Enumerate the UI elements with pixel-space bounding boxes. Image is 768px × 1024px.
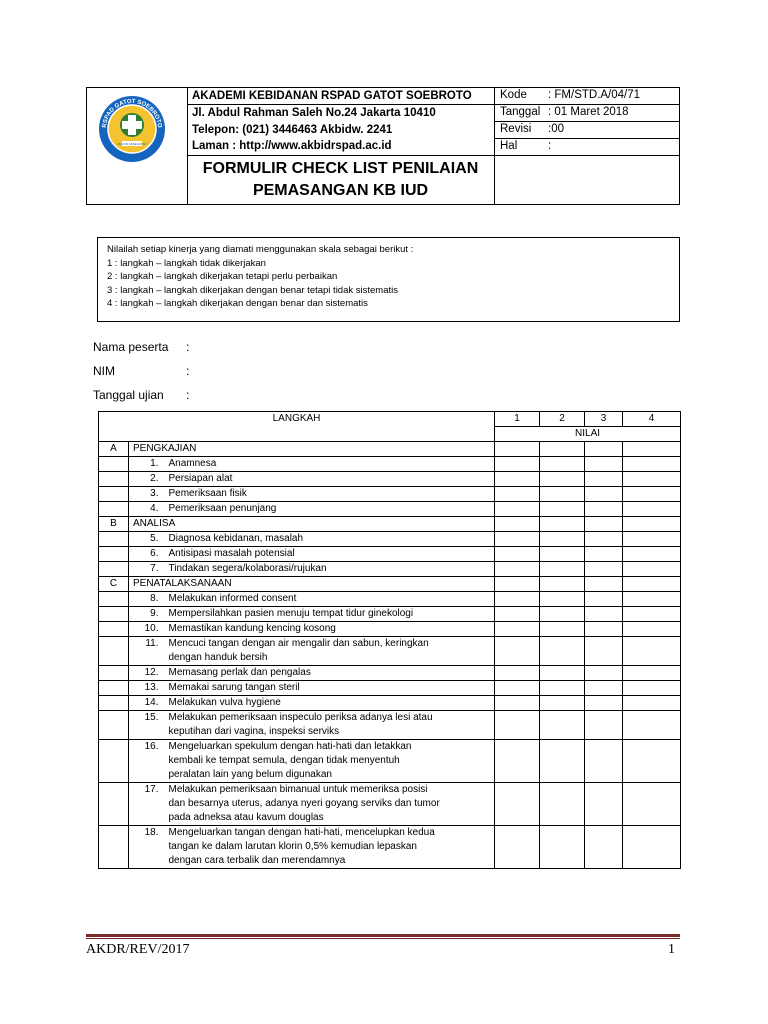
score-cell[interactable] [495, 442, 540, 457]
score-cell[interactable] [623, 826, 681, 869]
step-text-line: Diagnosa kebidanan, masalah [168, 533, 304, 544]
table-row [99, 740, 681, 783]
step-text-line: Mempersilahkan pasien menuju tempat tidur ginekologi [168, 608, 414, 619]
row-spacer [99, 532, 129, 547]
score-cell[interactable] [495, 592, 540, 607]
score-cell[interactable] [585, 637, 623, 666]
score-cell[interactable] [495, 826, 540, 869]
score-cell[interactable] [585, 622, 623, 637]
footer-document-code: AKDR/REV/2017 [86, 942, 190, 957]
score-cell[interactable] [623, 502, 681, 517]
col-header-nilai: NILAI [495, 427, 681, 442]
score-cell[interactable] [495, 517, 540, 532]
institution-logo [96, 93, 168, 165]
step-text [165, 826, 495, 869]
step-text-line: Melakukan pemeriksaan bimanual untuk memeriksa posisi [168, 784, 428, 795]
score-cell[interactable] [540, 607, 585, 622]
step-number: 14. [129, 696, 165, 711]
rating-scale-item: 2 : langkah – langkah dikerjakan tetapi perlu perbaikan [107, 271, 338, 282]
step-text [165, 502, 495, 517]
logo-cell [87, 88, 188, 204]
row-spacer [99, 457, 129, 472]
step-text-line: peralatan lain yang belum digunakan [168, 769, 332, 780]
meta-tanggal-value: : 01 Maret 2018 [548, 106, 629, 118]
score-cell[interactable] [540, 502, 585, 517]
step-number: 5. [129, 532, 165, 547]
step-text [165, 666, 495, 681]
score-cell[interactable] [585, 532, 623, 547]
table-row [99, 637, 681, 666]
table-row [99, 532, 681, 547]
step-text-line: Tindakan segera/kolaborasi/rujukan [168, 563, 327, 574]
score-cell[interactable] [623, 783, 681, 826]
row-spacer [99, 562, 129, 577]
score-cell[interactable] [540, 472, 585, 487]
divider [187, 104, 494, 105]
score-cell[interactable] [585, 472, 623, 487]
score-cell[interactable] [495, 711, 540, 740]
score-cell[interactable] [540, 532, 585, 547]
section-letter: A [99, 442, 129, 457]
score-cell[interactable] [623, 711, 681, 740]
step-text-line: kembali ke tempat semula, dengan tidak menyentuh [168, 755, 400, 766]
table-row [99, 622, 681, 637]
score-cell[interactable] [585, 487, 623, 502]
row-spacer [99, 696, 129, 711]
score-cell[interactable] [623, 637, 681, 666]
step-text-line: pada adneksa atau kavum douglas [168, 812, 324, 823]
step-text [165, 592, 495, 607]
field-tanggal-ujian[interactable] [93, 388, 190, 402]
meta-kode-label: Kode [500, 89, 527, 101]
section-row [99, 577, 681, 592]
step-text-line: Antisipasi masalah potensial [168, 548, 295, 559]
step-text [165, 740, 495, 783]
table-header-row [99, 412, 681, 427]
table-row [99, 696, 681, 711]
divider [187, 155, 494, 156]
step-number: 17. [129, 783, 165, 826]
score-cell[interactable] [585, 547, 623, 562]
score-cell[interactable] [495, 562, 540, 577]
score-cell[interactable] [585, 607, 623, 622]
score-cell[interactable] [495, 487, 540, 502]
section-letter: C [99, 577, 129, 592]
step-number: 12. [129, 666, 165, 681]
score-cell[interactable] [540, 826, 585, 869]
meta-revisi-label: Revisi [500, 123, 532, 135]
meta-kode [494, 88, 679, 105]
score-cell[interactable] [585, 681, 623, 696]
field-colon: : [186, 340, 190, 354]
score-cell[interactable] [623, 740, 681, 783]
rating-scale-intro: Nilailah setiap kinerja yang diamati menggunakan skala sebagai berikut : [107, 244, 414, 255]
row-spacer [99, 783, 129, 826]
meta-hal [494, 139, 679, 156]
institution-cell [187, 88, 495, 204]
meta-hal-label: Hal [500, 140, 518, 152]
score-cell[interactable] [495, 472, 540, 487]
score-cell[interactable] [540, 681, 585, 696]
score-cell[interactable] [623, 457, 681, 472]
row-spacer [99, 502, 129, 517]
row-spacer [99, 637, 129, 666]
step-text [165, 711, 495, 740]
step-number: 10. [129, 622, 165, 637]
meta-revisi [494, 122, 679, 139]
step-text-line: Melakukan informed consent [168, 593, 297, 604]
score-cell[interactable] [495, 681, 540, 696]
step-number: 11. [129, 637, 165, 666]
rating-scale-box [97, 237, 680, 322]
score-cell[interactable] [623, 681, 681, 696]
score-cell[interactable] [585, 577, 623, 592]
row-spacer [99, 711, 129, 740]
step-number: 15. [129, 711, 165, 740]
score-cell[interactable] [495, 666, 540, 681]
score-cell[interactable] [495, 547, 540, 562]
field-nim-label: NIM [93, 364, 115, 378]
field-tanggal-label: Tanggal ujian [93, 388, 164, 402]
score-cell[interactable] [623, 592, 681, 607]
row-spacer [99, 666, 129, 681]
step-text-line: dengan cara terbalik dan merendamnya [168, 855, 346, 866]
score-cell[interactable] [623, 442, 681, 457]
score-cell[interactable] [623, 577, 681, 592]
step-text-line: Melakukan vulva hygiene [168, 697, 281, 708]
score-cell[interactable] [585, 442, 623, 457]
score-cell[interactable] [540, 696, 585, 711]
meta-hal-value: : [548, 140, 552, 152]
score-cell[interactable] [540, 577, 585, 592]
table-row [99, 666, 681, 681]
step-text-line: Anamnesa [168, 458, 217, 469]
table-row [99, 547, 681, 562]
section-row [99, 442, 681, 457]
score-cell[interactable] [495, 783, 540, 826]
col-header-langkah: LANGKAH [99, 412, 495, 442]
row-spacer [99, 547, 129, 562]
rating-scale-item: 3 : langkah – langkah dikerjakan dengan benar tetapi tidak sistematis [107, 284, 398, 296]
step-text-line: Memastikan kandung kencing kosong [168, 623, 336, 634]
score-cell[interactable] [585, 740, 623, 783]
row-spacer [99, 826, 129, 869]
section-name: PENATALAKSANAAN [129, 577, 495, 592]
step-text-line: Melakukan pemeriksaan inspeculo periksa adanya lesi atau [168, 712, 433, 723]
institution-phone: Telepon: (021) 3446463 Akbidw. 2241 [192, 124, 393, 136]
step-text-line: Mengeluarkan tangan dengan hati-hati, mencelupkan kedua [168, 827, 435, 838]
step-number: 8. [129, 592, 165, 607]
row-spacer [99, 740, 129, 783]
step-text-line: Pemeriksaan fisik [168, 488, 247, 499]
step-number: 6. [129, 547, 165, 562]
score-cell[interactable] [540, 547, 585, 562]
score-cell[interactable] [540, 592, 585, 607]
score-cell[interactable] [540, 457, 585, 472]
table-row [99, 826, 681, 869]
step-text [165, 472, 495, 487]
institution-website: Laman : http://www.akbidrspad.ac.id [192, 140, 392, 152]
step-text [165, 681, 495, 696]
step-text [165, 783, 495, 826]
step-number: 9. [129, 607, 165, 622]
score-cell[interactable] [585, 562, 623, 577]
score-cell[interactable] [623, 532, 681, 547]
score-cell[interactable] [540, 517, 585, 532]
step-text-line: Mencuci tangan dengan air mengalir dan sabun, keringkan [168, 638, 429, 649]
field-colon: : [186, 364, 190, 378]
institution-name: AKADEMI KEBIDANAN RSPAD GATOT SOEBROTO [192, 90, 472, 102]
step-number: 4. [129, 502, 165, 517]
score-cell[interactable] [540, 622, 585, 637]
section-name: ANALISA [129, 517, 495, 532]
logo-ring-text-bottom: MAJOR KESEHATAN [117, 142, 147, 146]
step-text [165, 622, 495, 637]
step-text [165, 696, 495, 711]
score-cell[interactable] [495, 607, 540, 622]
score-cell[interactable] [495, 740, 540, 783]
step-text-line: Persiapan alat [168, 473, 233, 484]
score-cell[interactable] [495, 502, 540, 517]
score-cell[interactable] [585, 502, 623, 517]
score-cell[interactable] [495, 532, 540, 547]
score-cell[interactable] [585, 592, 623, 607]
row-spacer [99, 487, 129, 502]
step-text [165, 532, 495, 547]
row-spacer [99, 622, 129, 637]
table-row [99, 711, 681, 740]
table-row [99, 457, 681, 472]
score-cell[interactable] [495, 696, 540, 711]
institution-address: Jl. Abdul Rahman Saleh No.24 Jakarta 10410 [192, 107, 436, 119]
meta-tanggal [494, 105, 679, 122]
step-text-line: Mengeluarkan spekulum dengan hati-hati dan letakkan [168, 741, 412, 752]
step-text-line: dengan handuk bersih [168, 652, 268, 663]
table-row [99, 502, 681, 517]
step-number: 3. [129, 487, 165, 502]
step-number: 13. [129, 681, 165, 696]
table-row [99, 487, 681, 502]
document-header [86, 87, 680, 205]
step-number: 1. [129, 457, 165, 472]
score-cell[interactable] [623, 607, 681, 622]
checklist-table [98, 411, 681, 869]
score-cell[interactable] [623, 487, 681, 502]
footer-rule-thick [86, 934, 680, 937]
meta-kode-value: : FM/STD.A/04/71 [548, 89, 641, 101]
field-colon: : [186, 388, 190, 402]
step-text [165, 487, 495, 502]
rating-scale-item: 4 : langkah – langkah dikerjakan dengan benar dan sistematis [107, 298, 368, 309]
step-text-line: dan besarnya uterus, adanya nyeri goyang serviks dan tumor [168, 798, 440, 809]
step-number: 16. [129, 740, 165, 783]
col-header-score: 4 [623, 412, 681, 427]
col-header-score: 1 [495, 412, 540, 427]
step-text-line: Pemeriksaan penunjang [168, 503, 277, 514]
step-text [165, 562, 495, 577]
score-cell[interactable] [623, 472, 681, 487]
table-row [99, 607, 681, 622]
step-text-line: keputihan dari vagina, inspeksi serviks [168, 726, 340, 737]
score-cell[interactable] [585, 696, 623, 711]
step-number: 2. [129, 472, 165, 487]
field-nama-label: Nama peserta [93, 340, 169, 354]
step-text [165, 457, 495, 472]
row-spacer [99, 592, 129, 607]
form-title-line-2: PEMASANGAN KB IUD [252, 182, 429, 199]
table-row [99, 562, 681, 577]
field-nim[interactable] [93, 364, 190, 378]
score-cell[interactable] [623, 666, 681, 681]
row-spacer [99, 472, 129, 487]
step-text-line: Memasang perlak dan pengalas [168, 667, 311, 678]
meta-revisi-value: :00 [548, 123, 564, 135]
score-cell[interactable] [585, 517, 623, 532]
score-cell[interactable] [623, 517, 681, 532]
footer-page-number: 1 [668, 942, 675, 957]
score-cell[interactable] [540, 562, 585, 577]
score-cell[interactable] [585, 457, 623, 472]
section-letter: B [99, 517, 129, 532]
step-text [165, 547, 495, 562]
score-cell[interactable] [585, 783, 623, 826]
score-cell[interactable] [585, 826, 623, 869]
score-cell[interactable] [623, 562, 681, 577]
score-cell[interactable] [540, 487, 585, 502]
score-cell[interactable] [540, 637, 585, 666]
row-spacer [99, 607, 129, 622]
col-header-score: 3 [585, 412, 623, 427]
score-cell[interactable] [585, 711, 623, 740]
score-cell[interactable] [585, 666, 623, 681]
step-number: 18. [129, 826, 165, 869]
score-cell[interactable] [495, 637, 540, 666]
footer-rule-thin [86, 938, 680, 939]
form-title-line-1: FORMULIR CHECK LIST PENILAIAN [202, 160, 479, 177]
score-cell[interactable] [540, 666, 585, 681]
table-row [99, 681, 681, 696]
table-row [99, 783, 681, 826]
score-cell[interactable] [495, 457, 540, 472]
score-cell[interactable] [495, 577, 540, 592]
score-cell[interactable] [623, 696, 681, 711]
score-cell[interactable] [623, 622, 681, 637]
section-name: PENGKAJIAN [129, 442, 495, 457]
field-nama-peserta[interactable] [93, 340, 190, 354]
table-row [99, 592, 681, 607]
meta-tanggal-label: Tanggal [500, 106, 541, 118]
score-cell[interactable] [540, 740, 585, 783]
row-spacer [99, 681, 129, 696]
step-text [165, 637, 495, 666]
step-text-line: tangan ke dalam larutan klorin 0,5% kemudian lepaskan [168, 841, 417, 852]
score-cell[interactable] [540, 442, 585, 457]
score-cell[interactable] [623, 547, 681, 562]
score-cell[interactable] [540, 711, 585, 740]
step-text-line: Memakai sarung tangan steril [168, 682, 300, 693]
logo-ring-text-top: RSPAD GATOT SOEBROTO [101, 98, 163, 129]
step-text [165, 607, 495, 622]
score-cell[interactable] [495, 622, 540, 637]
col-header-score: 2 [540, 412, 585, 427]
step-number: 7. [129, 562, 165, 577]
score-cell[interactable] [540, 783, 585, 826]
table-row [99, 472, 681, 487]
document-meta-cell [494, 88, 679, 204]
section-row [99, 517, 681, 532]
rating-scale-item: 1 : langkah – langkah tidak dikerjakan [107, 257, 266, 269]
